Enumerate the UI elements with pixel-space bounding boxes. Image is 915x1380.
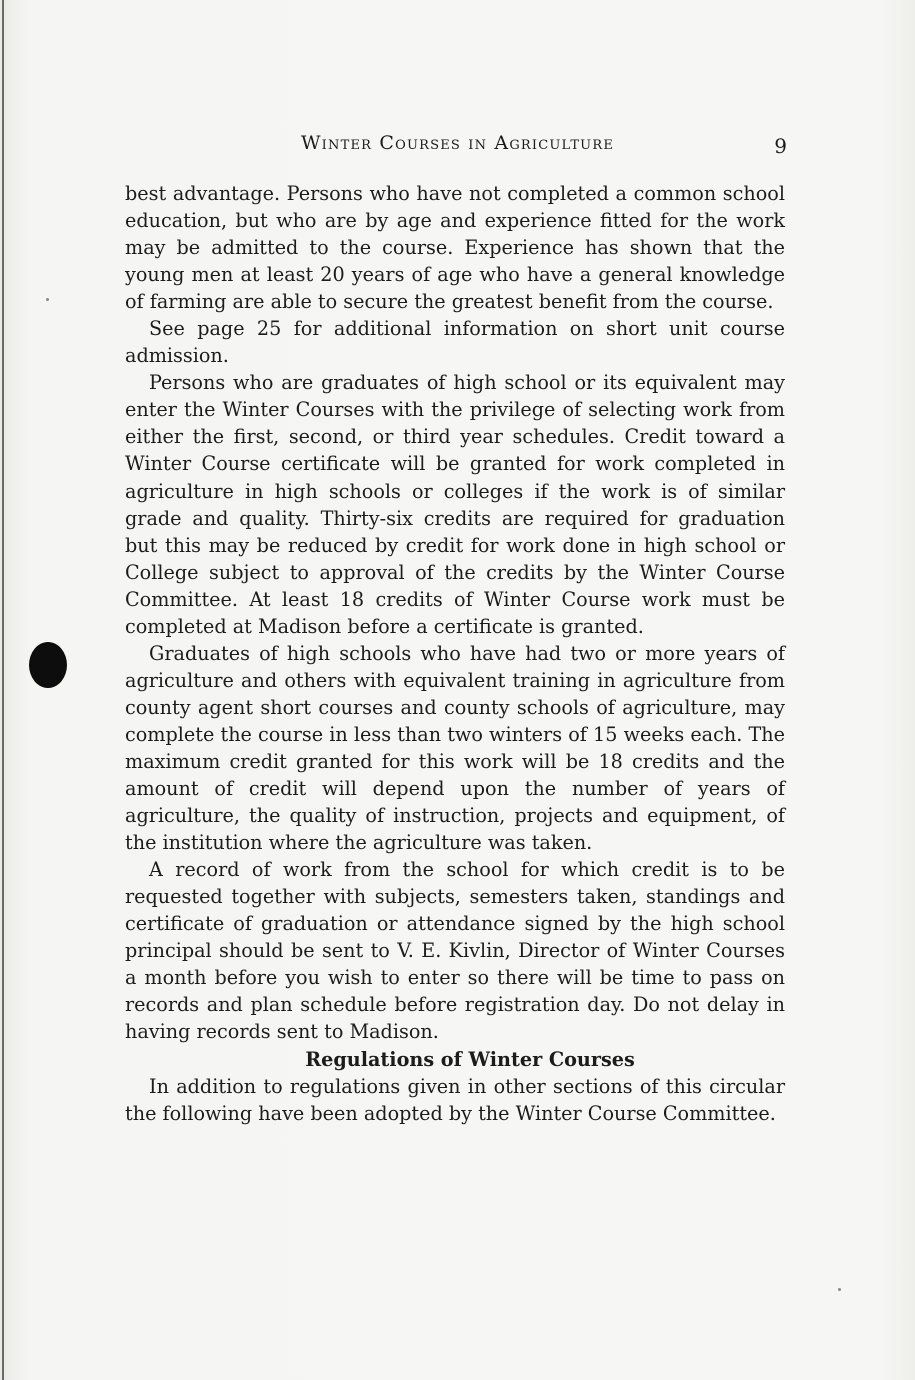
running-head-title: Winter Courses in Agriculture (300, 132, 615, 154)
punch-hole (29, 642, 67, 688)
page-edge-line (2, 0, 4, 1380)
paper-speck (46, 298, 49, 301)
paper-speck (838, 1288, 841, 1291)
running-head (120, 130, 795, 160)
paragraph-3: Persons who are graduates of high school or its equivalent may enter the Winter Courses with the privilege of selecting work from either the first, second, or third year schedules. Credit toward a Winter Course certificate will be granted for work completed in agriculture in high schools or colleges if the work is of similar grade and quality. Thirty-six credits are required for graduation but this may be reduced by credit for work done in high school or College subject to approval of the credits by the Winter Course Committee. At least 18 credits of Winter Course work must be completed at Madison before a certificate is granted. (125, 371, 785, 638)
paragraph-2: See page 25 for additional information on short unit course admission. (125, 317, 785, 368)
section-heading: Regulations of Winter Courses (305, 1047, 635, 1071)
paragraph-4: Graduates of high schools who have had two or more years of agriculture and others with equivalent training in agriculture from county agent short courses and county schools of agriculture, may complete the course in less than two winters of 15 weeks each. The maximum credit granted for this work will be 18 credits and the amount of credit will depend upon the number of years of agriculture, the quality of instruction, projects and equipment, of the institution where the agriculture was taken. (125, 641, 785, 855)
paragraph-6: In addition to regulations given in other sections of this circular the following have been adopted by the Winter Course Committee. (125, 1074, 785, 1125)
paragraph-1: best advantage. Persons who have not completed a common school education, but who are by age and experience fitted for the work may be admitted to the course. Experience has shown that the young men at least 20 years of age who have a general knowledge of farming are able to secure the greatest benefit from the course. (125, 182, 785, 314)
page-number: 9 (774, 134, 787, 158)
paragraph-5: A record of work from the school for which credit is to be requested together with subjects, semesters taken, standings and certificate of graduation or attendance signed by the high school principal should be sent to V. E. Kivlin, Director of Winter Courses a month before you wish to enter so there will be time to pass on records and plan schedule before registration day. Do not delay in having records sent to Madison. (125, 858, 785, 1044)
body-text (125, 180, 785, 1127)
